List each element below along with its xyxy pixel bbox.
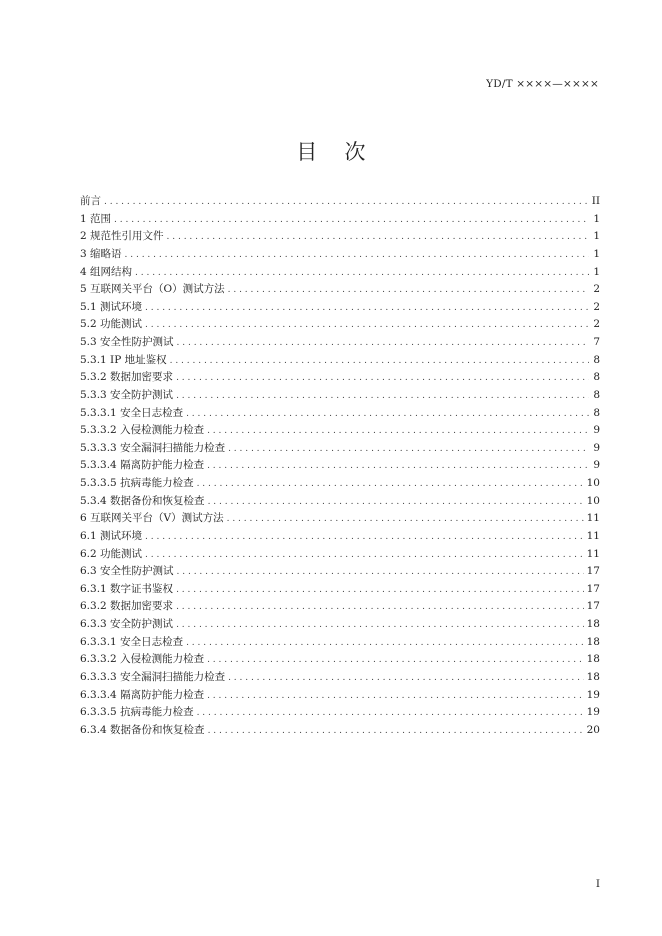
toc-dot-leader	[197, 705, 584, 723]
toc-dot-leader	[177, 564, 584, 582]
toc-entry[interactable]	[80, 528, 600, 546]
toc-entry-label: 6.2 功能测试	[80, 547, 143, 560]
toc-dot-leader	[208, 723, 584, 741]
toc-dot-leader	[186, 635, 584, 653]
toc-entry-page-number: 10	[586, 477, 600, 489]
toc-dot-leader	[207, 652, 584, 670]
toc-dot-leader	[176, 599, 584, 617]
toc-entry-label: 6.3.3.4 隔离防护能力检查	[80, 688, 205, 701]
toc-entry[interactable]	[80, 704, 600, 722]
toc-entry-page-number: 11	[586, 529, 600, 542]
toc-entry[interactable]	[80, 405, 600, 423]
toc-entry[interactable]	[80, 493, 600, 511]
toc-entry[interactable]	[80, 722, 600, 740]
toc-entry-page-number: 7	[593, 336, 600, 348]
toc-entry[interactable]	[80, 457, 600, 475]
toc-entry-page-number: 18	[586, 618, 600, 630]
toc-entry-page-number: 1	[593, 212, 600, 225]
toc-entry-page-number: 20	[586, 723, 600, 736]
toc-entry-page-number: 19	[586, 688, 600, 701]
toc-dot-leader	[176, 617, 584, 635]
toc-entry-label: 5.3.1 IP 地址鉴权	[80, 353, 167, 366]
toc-entry-label: 5.3.3.1 安全日志检查	[80, 406, 184, 419]
toc-entry-page-number: 19	[586, 706, 600, 719]
toc-entry-page-number: 17	[586, 565, 600, 578]
toc-dot-leader	[145, 529, 584, 547]
toc-entry-page-number: 2	[593, 318, 600, 331]
toc-entry-page-number: 18	[586, 653, 600, 666]
toc-dot-leader	[228, 441, 589, 459]
toc-entry[interactable]	[80, 440, 600, 458]
toc-entry-label: 6.3.3.3 安全漏洞扫描能力检查	[80, 670, 226, 683]
table-of-contents	[80, 193, 600, 739]
toc-entry-label: 6.3.4 数据备份和恢复检查	[80, 723, 205, 736]
toc-entry-label: 6.3.3.2 入侵检测能力检查	[80, 653, 205, 666]
toc-dot-leader	[207, 458, 589, 476]
toc-entry-label: 前言	[80, 195, 101, 207]
toc-entry-label: 5.3.3.2 入侵检测能力检查	[80, 424, 205, 437]
toc-dot-leader	[208, 494, 584, 512]
page-number: I	[595, 878, 600, 890]
toc-entry-page-number: 18	[586, 670, 600, 683]
toc-entry[interactable]	[80, 669, 600, 687]
toc-dot-leader	[228, 670, 584, 688]
toc-entry-label: 6.3.2 数据加密要求	[80, 600, 174, 613]
page-title-char-1: 目	[296, 140, 318, 164]
toc-entry-page-number: 1	[593, 265, 600, 278]
toc-entry-label: 5.3.2 数据加密要求	[80, 371, 174, 384]
toc-entry[interactable]	[80, 563, 600, 581]
toc-entry[interactable]	[80, 193, 600, 211]
toc-entry-label: 6.3.3 安全防护测试	[80, 618, 174, 630]
toc-entry-label: 1 范围	[80, 212, 112, 225]
toc-dot-leader	[114, 212, 589, 230]
toc-entry-page-number: 2	[593, 283, 600, 296]
toc-dot-leader	[228, 282, 589, 300]
toc-dot-leader	[176, 370, 589, 388]
toc-entry-page-number: 1	[593, 247, 600, 260]
toc-entry-page-number: 8	[593, 406, 600, 419]
toc-entry[interactable]	[80, 581, 600, 599]
toc-entry-label: 5.2 功能测试	[80, 318, 143, 331]
toc-entry-page-number: 2	[593, 300, 600, 313]
toc-dot-leader	[176, 388, 589, 406]
toc-entry-label: 6.3.3.1 安全日志检查	[80, 635, 184, 648]
toc-entry-label: 5.3.4 数据备份和恢复检查	[80, 494, 205, 507]
toc-entry-label: 6 互联网关平台（V）测试方法	[80, 512, 224, 525]
toc-entry-page-number: 17	[586, 600, 600, 613]
toc-entry[interactable]	[80, 228, 600, 246]
toc-entry[interactable]	[80, 334, 600, 352]
toc-entry-label: 5.3 安全性防护测试	[80, 336, 174, 348]
toc-entry[interactable]	[80, 281, 600, 299]
toc-dot-leader	[145, 547, 584, 565]
toc-entry-page-number: 8	[593, 388, 600, 401]
toc-entry-page-number: 8	[593, 371, 600, 384]
toc-dot-leader	[177, 335, 589, 353]
toc-entry-page-number: 10	[586, 494, 600, 507]
toc-dot-leader	[135, 265, 589, 283]
toc-dot-leader	[167, 229, 589, 247]
toc-entry[interactable]	[80, 352, 600, 370]
toc-entry[interactable]	[80, 316, 600, 334]
toc-entry-label: 3 缩略语	[80, 247, 122, 260]
toc-entry-page-number: 9	[593, 459, 600, 472]
page-title	[0, 136, 662, 166]
toc-entry-label: 6.1 测试环境	[80, 529, 143, 542]
toc-dot-leader	[170, 353, 589, 371]
toc-dot-leader	[145, 317, 589, 335]
toc-dot-leader	[227, 511, 584, 529]
toc-entry[interactable]	[80, 264, 600, 282]
toc-entry-label: 4 组网结构	[80, 265, 133, 278]
toc-entry-label: 5.3.3.3 安全漏洞扫描能力检查	[80, 441, 226, 454]
toc-entry[interactable]	[80, 246, 600, 264]
toc-entry-label: 2 规范性引用文件	[80, 230, 164, 243]
toc-entry[interactable]	[80, 651, 600, 669]
toc-entry[interactable]	[80, 634, 600, 652]
toc-entry-page-number: 17	[586, 582, 600, 595]
toc-entry-page-number: 11	[586, 547, 600, 560]
toc-entry[interactable]	[80, 475, 600, 493]
toc-entry-label: 5.3.3.5 抗病毒能力检查	[80, 477, 194, 489]
toc-entry-label: 5.3.3 安全防护测试	[80, 388, 174, 401]
toc-entry-page-number: 18	[586, 635, 600, 648]
toc-entry[interactable]	[80, 299, 600, 317]
page-title-char-2: 次	[344, 140, 366, 164]
toc-entry-label: 6.3 安全性防护测试	[80, 565, 174, 578]
toc-dot-leader	[104, 194, 589, 212]
toc-entry[interactable]	[80, 687, 600, 705]
toc-entry-label: 6.3.3.5 抗病毒能力检查	[80, 706, 194, 719]
toc-dot-leader	[197, 476, 584, 494]
toc-entry[interactable]	[80, 616, 600, 634]
toc-entry[interactable]	[80, 211, 600, 229]
toc-entry[interactable]	[80, 510, 600, 528]
toc-dot-leader	[125, 247, 589, 265]
toc-dot-leader	[145, 300, 589, 318]
toc-dot-leader	[207, 688, 584, 706]
toc-entry[interactable]	[80, 598, 600, 616]
toc-dot-leader	[186, 406, 589, 424]
toc-dot-leader	[176, 582, 584, 600]
toc-entry-page-number: 8	[593, 353, 600, 366]
toc-dot-leader	[207, 423, 589, 441]
document-code: YD/T ××××—××××	[486, 78, 599, 90]
toc-entry-page-number: 11	[586, 512, 600, 525]
toc-entry[interactable]	[80, 387, 600, 405]
toc-entry[interactable]	[80, 369, 600, 387]
toc-entry-page-number: 9	[593, 424, 600, 437]
toc-entry-label: 5.1 测试环境	[80, 300, 143, 313]
toc-entry-page-number: 1	[593, 230, 600, 243]
toc-entry-page-number: II	[591, 195, 600, 207]
toc-entry-label: 5.3.3.4 隔离防护能力检查	[80, 459, 205, 472]
toc-entry-label: 5 互联网关平台（O）测试方法	[80, 283, 225, 296]
toc-entry-label: 6.3.1 数字证书鉴权	[80, 582, 174, 595]
toc-entry[interactable]	[80, 546, 600, 564]
toc-entry-page-number: 9	[593, 441, 600, 454]
toc-entry[interactable]	[80, 422, 600, 440]
